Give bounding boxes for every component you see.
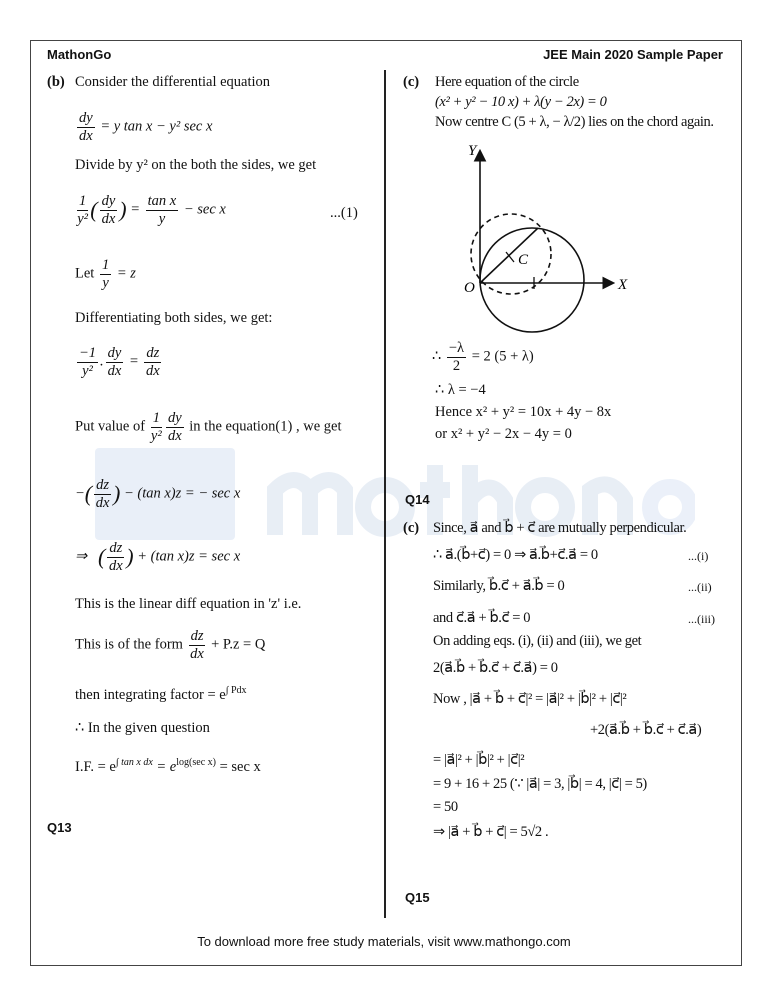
equation-1: $\frac{1}{\text{y²}}$ ( $\frac{dy}{dx}$ ) = $\frac{\text{tan x}}{y}$ − sec x	[77, 193, 226, 227]
text: = e	[152, 758, 177, 775]
denominator: dx	[79, 127, 93, 144]
text-line: Divide by y² on the both the sides, we get	[75, 157, 317, 173]
equation: = 50	[433, 799, 458, 815]
equation-rhs: = 2 (5 + λ)	[471, 348, 534, 365]
answer-label: (b)	[47, 74, 65, 90]
dot: .	[100, 353, 104, 370]
equation: and c⃗.a⃗ + b⃗.c⃗ = 0	[433, 610, 531, 626]
numerator: dz	[146, 345, 160, 361]
numerator: dz	[190, 628, 204, 644]
numerator: dy	[101, 193, 116, 209]
numerator: dy	[167, 410, 182, 426]
question-label-q15: Q15	[405, 890, 430, 905]
denominator: y	[158, 210, 166, 227]
text-line: Differentiating both sides, we get:	[75, 310, 273, 326]
equation: = |a⃗|² + |b⃗|² + |c⃗|²	[433, 752, 525, 768]
numerator: dz	[109, 540, 123, 556]
numerator: dy	[107, 345, 122, 361]
numerator: 1	[101, 257, 110, 273]
denominator: y²	[150, 427, 162, 444]
equation: Hence x² + y² = 10x + 4y − 8x	[435, 404, 612, 420]
text: then integrating factor = e	[75, 686, 226, 703]
exponent: ∫ Pdx	[225, 685, 247, 696]
header-brand: MathonGo	[47, 47, 112, 62]
denominator: dx	[101, 210, 116, 227]
numerator: −λ	[448, 340, 465, 356]
exponent: log(sec x)	[176, 757, 216, 768]
text: I.F. = e	[75, 758, 116, 775]
therefore: ∴	[432, 348, 442, 365]
text: This is of the form	[75, 636, 183, 653]
equation: = 9 + 16 + 25 (∵ |a⃗| = 3, |b⃗| = 4, |c⃗| = 5)	[433, 776, 647, 792]
equation-rhs: = z	[116, 265, 136, 282]
denominator: 2	[452, 357, 461, 374]
equation: ∴ λ = −4	[435, 382, 486, 398]
text-line: Consider the differential equation	[75, 74, 271, 90]
equation-tag: ...(ii)	[688, 580, 712, 594]
y-axis-label: Y	[468, 143, 477, 159]
question-label-q13: Q13	[47, 820, 72, 835]
denominator: dx	[107, 362, 122, 379]
equals: =	[130, 201, 141, 218]
answer-label: (c)	[403, 74, 420, 90]
origin-label: O	[464, 280, 475, 296]
text: in the equation(1) , we get	[189, 418, 342, 435]
equation: (x² + y² − 10 x) + λ(y − 2x) = 0	[435, 94, 607, 110]
denominator: dx	[146, 362, 160, 379]
numerator: 1	[79, 193, 87, 209]
header-title: JEE Main 2020 Sample Paper	[543, 47, 723, 62]
equation-rhs: − sec x	[183, 201, 226, 218]
denominator: y²	[82, 362, 93, 379]
equation: +2(a⃗.b⃗ + b⃗.c⃗ + c⃗.a⃗)	[590, 722, 702, 738]
denominator: dx	[108, 557, 123, 574]
numerator: dy	[79, 110, 93, 126]
numerator: −1	[79, 345, 97, 361]
equation: Similarly, b⃗.c⃗ + a⃗.b⃗ = 0	[433, 578, 565, 594]
equation-rhs: − (tan x)z = − sec x	[123, 485, 241, 502]
equation: −( $\frac{dz}{dx}$ ) − (tan x)z = − sec x	[75, 477, 241, 511]
denominator: y	[102, 274, 109, 291]
text-line: Since, a⃗ and b⃗ + c⃗ are mutually perpendicular.	[433, 520, 687, 536]
equation: ⇒ |a⃗ + b⃗ + c⃗| = 5√2 .	[433, 824, 549, 840]
denominator: y²	[77, 210, 89, 227]
text: Put value of	[75, 418, 146, 435]
equation: or x² + y² − 2x − 4y = 0	[435, 426, 572, 442]
denominator: dx	[167, 427, 182, 444]
equation-rhs: = y tan x − y² sec x	[100, 118, 213, 135]
solid-circle	[480, 228, 584, 332]
equation-tag: ...(1)	[330, 205, 358, 221]
equation-tag: ...(iii)	[688, 612, 715, 626]
text-line: Now centre C (5 + λ, − λ/2) lies on the chord again.	[435, 114, 714, 130]
equation: Now , |a⃗ + b⃗ + c⃗|² = |a⃗|² + |b⃗|² + |c⃗|²	[433, 691, 627, 707]
answer-label: (c)	[403, 520, 420, 536]
exponent: ∫ tan x dx	[115, 757, 153, 768]
x-axis-label: X	[618, 277, 628, 293]
numerator: tan x	[147, 193, 177, 209]
equation: ∴ a⃗.(b⃗+c⃗) = 0 ⇒ a⃗.b⃗+c⃗.a⃗ = 0	[433, 547, 598, 563]
equation-rhs: + (tan x)z = sec x	[137, 548, 241, 565]
numerator: 1	[152, 410, 160, 426]
equation-rhs: + P.z = Q	[211, 636, 266, 653]
equation	[432, 340, 534, 374]
denominator: dx	[95, 494, 110, 511]
denominator: dx	[190, 645, 204, 662]
text-line: On adding eqs. (i), (ii) and (iii), we get	[433, 633, 642, 649]
question-label-q14: Q14	[405, 492, 430, 507]
text: = sec x	[215, 758, 261, 775]
implies: ⇒	[75, 548, 88, 565]
minus: −	[75, 485, 85, 502]
equals: =	[128, 353, 139, 370]
text: Let	[75, 265, 95, 282]
text-line: Here equation of the circle	[435, 74, 579, 90]
numerator: dz	[96, 477, 110, 493]
equation: ⇒ ( $\frac{dz}{dx}$ ) + (tan x)z = sec x	[75, 540, 241, 574]
equation: 2(a⃗.b⃗ + b⃗.c⃗ + c⃗.a⃗) = 0	[433, 660, 558, 676]
footer-note: To download more free study materials, visit www.mathongo.com	[197, 934, 571, 949]
equation-tag: ...(i)	[688, 549, 709, 563]
text-line: This is the linear diff equation in 'z' i.e.	[75, 596, 302, 612]
centre-label: C	[518, 252, 529, 268]
text-line: ∴ In the given question	[75, 720, 210, 736]
